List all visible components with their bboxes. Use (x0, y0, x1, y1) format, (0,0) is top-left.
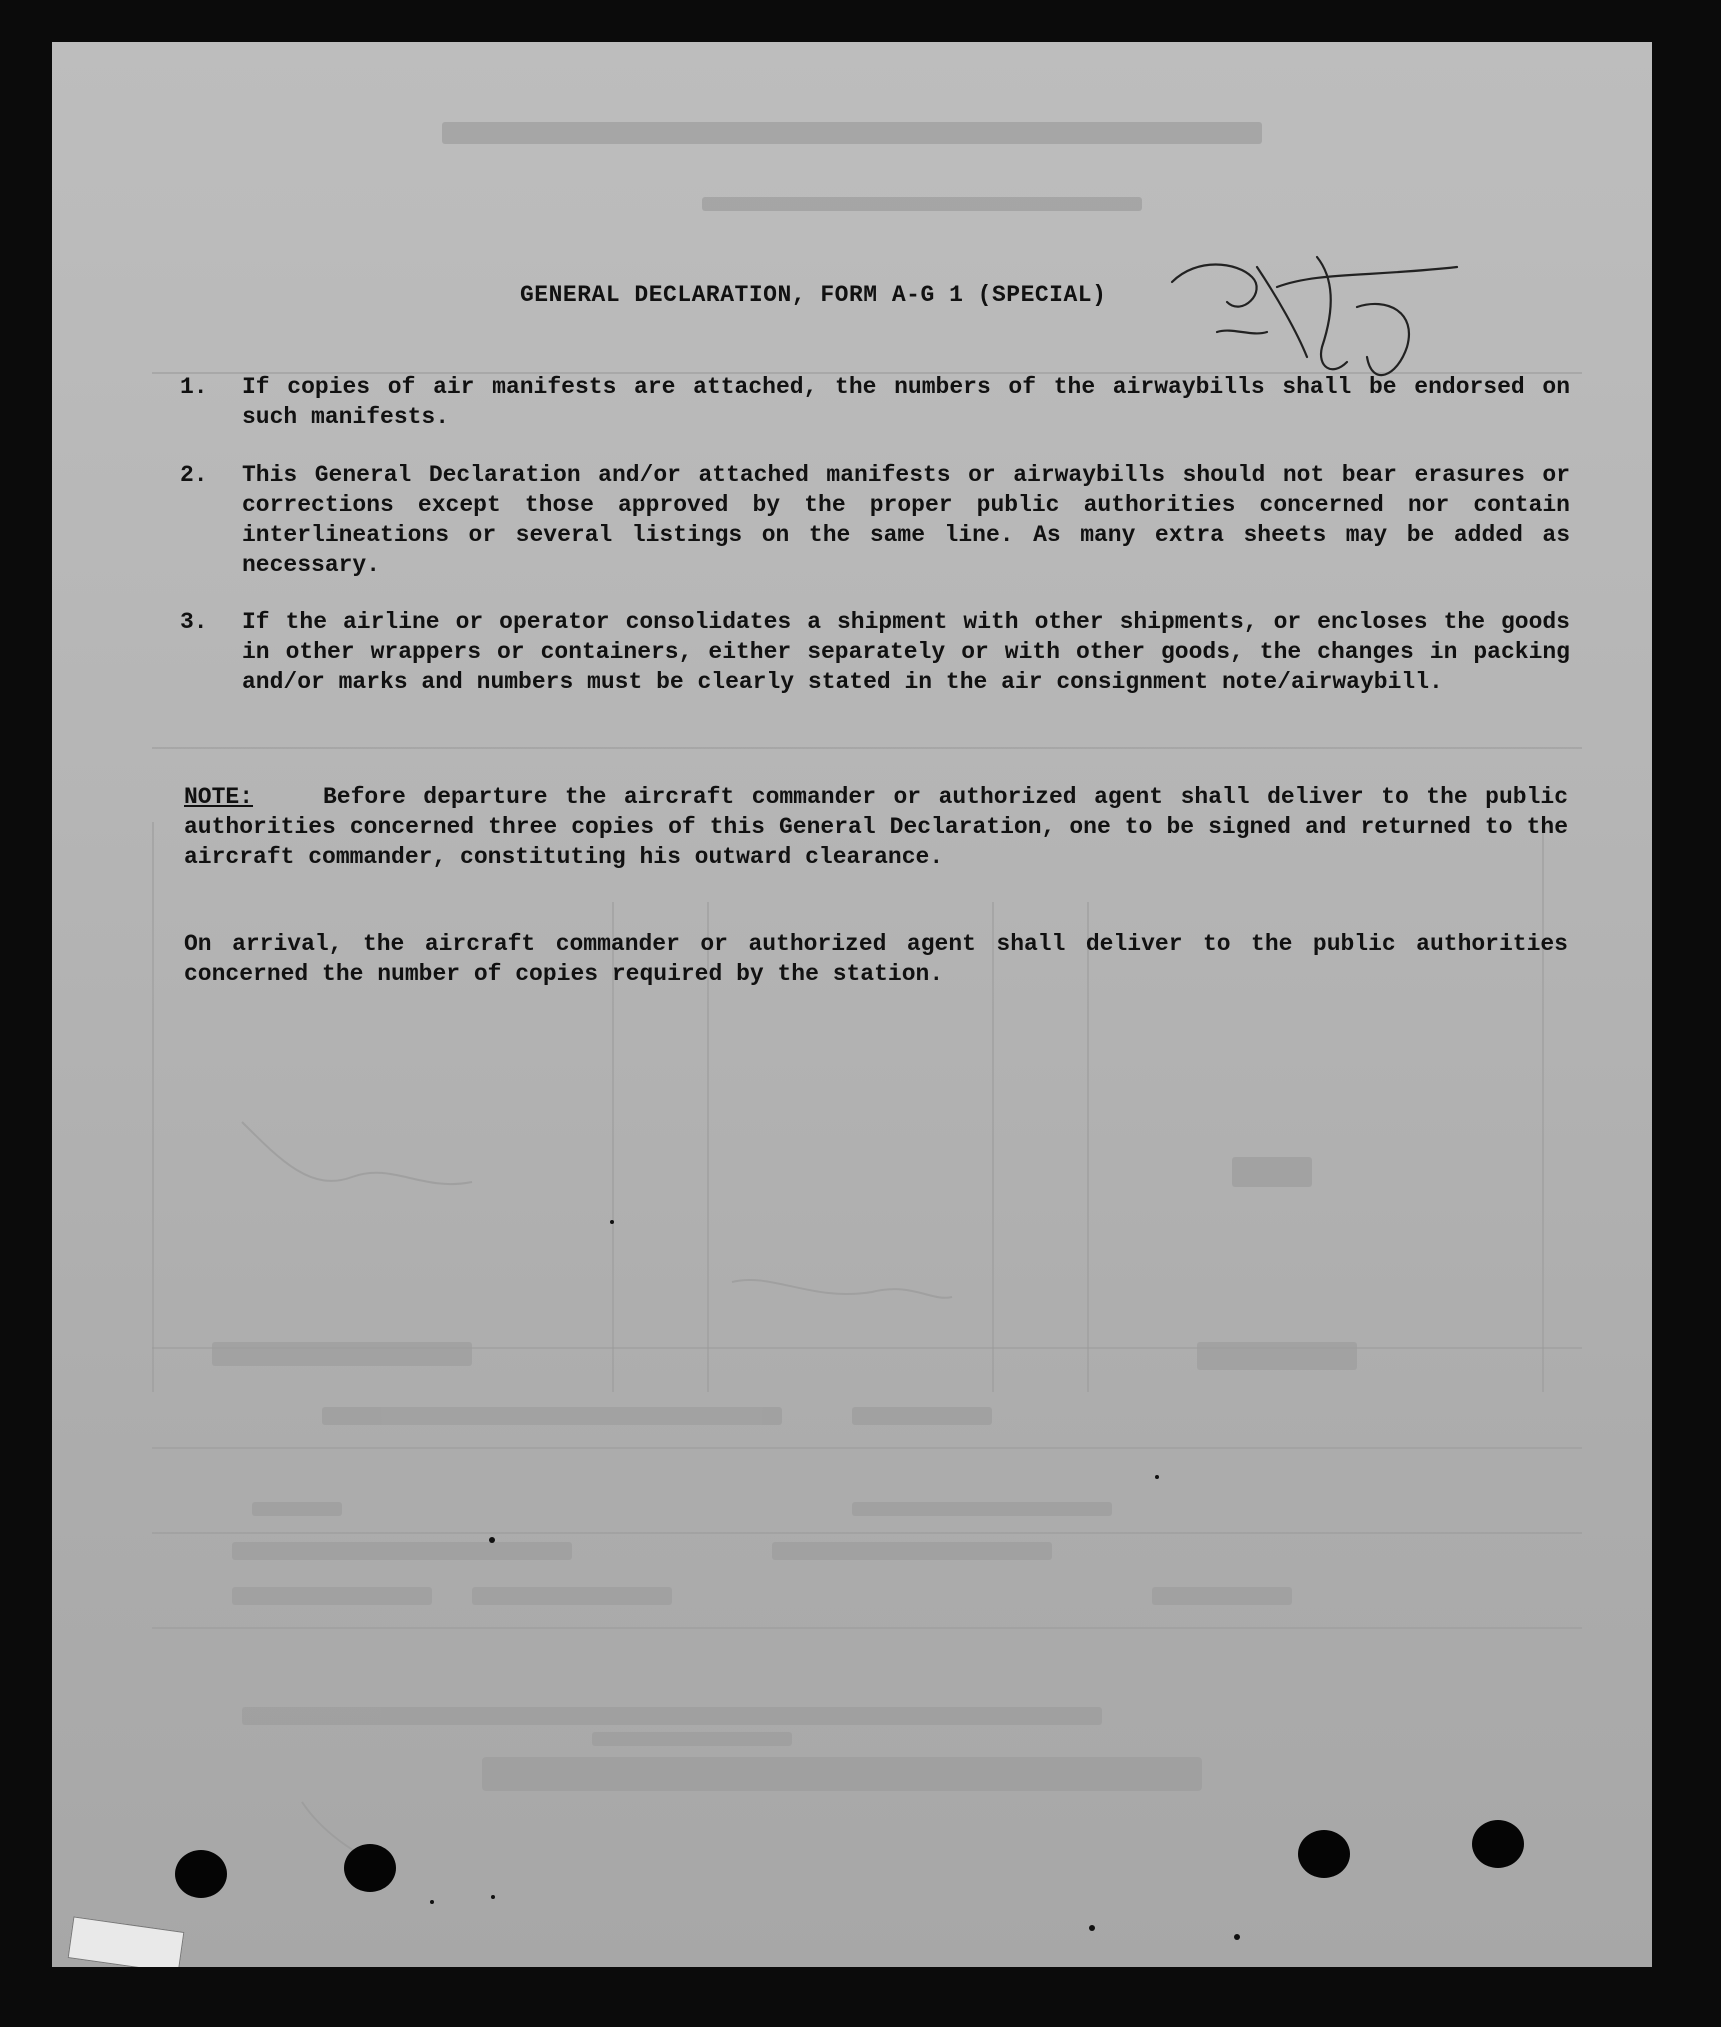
item-number: 1. (180, 374, 208, 400)
punch-hole (175, 1850, 227, 1898)
item-text: This General Declaration and/or attached manifests or airwaybills should not bear erasures or corrections except those approved by the proper public authorities concerned nor contain interlineations or several listings on the same line. As many extra sheets may be added as necessary. (242, 462, 1570, 578)
item-number: 2. (180, 462, 208, 488)
punch-hole (344, 1844, 396, 1892)
punch-hole (1472, 1820, 1524, 1868)
paper-sheet (52, 42, 1652, 1967)
note-paragraph (184, 782, 1568, 872)
instruction-item (180, 607, 1570, 697)
note-text: Before departure the aircraft commander or authorized agent shall deliver to the public authorities concerned three copies of this General Declaration, one to be signed and returned to the aircraft commander, constituting his outward clearance. (184, 784, 1568, 870)
item-text: If copies of air manifests are attached, the numbers of the airwaybills shall be endorsed on such manifests. (242, 374, 1570, 430)
item-number: 3. (180, 609, 208, 635)
arrival-paragraph: On arrival, the aircraft commander or authorized agent shall deliver to the public authorities concerned the number of copies required by the station. (184, 931, 1568, 987)
page-title: GENERAL DECLARATION, FORM A-G 1 (SPECIAL) (520, 282, 1107, 308)
instruction-item (180, 372, 1570, 432)
item-text: If the airline or operator consolidates a shipment with other shipments, or encloses the goods in other wrappers or containers, either separately or with other goods, the changes in packing and/or marks and numbers must be clearly stated in the air consignment note/airwaybill. (242, 609, 1570, 695)
note-label: NOTE: (184, 784, 254, 810)
punch-hole (1298, 1830, 1350, 1878)
instruction-item (180, 460, 1570, 580)
